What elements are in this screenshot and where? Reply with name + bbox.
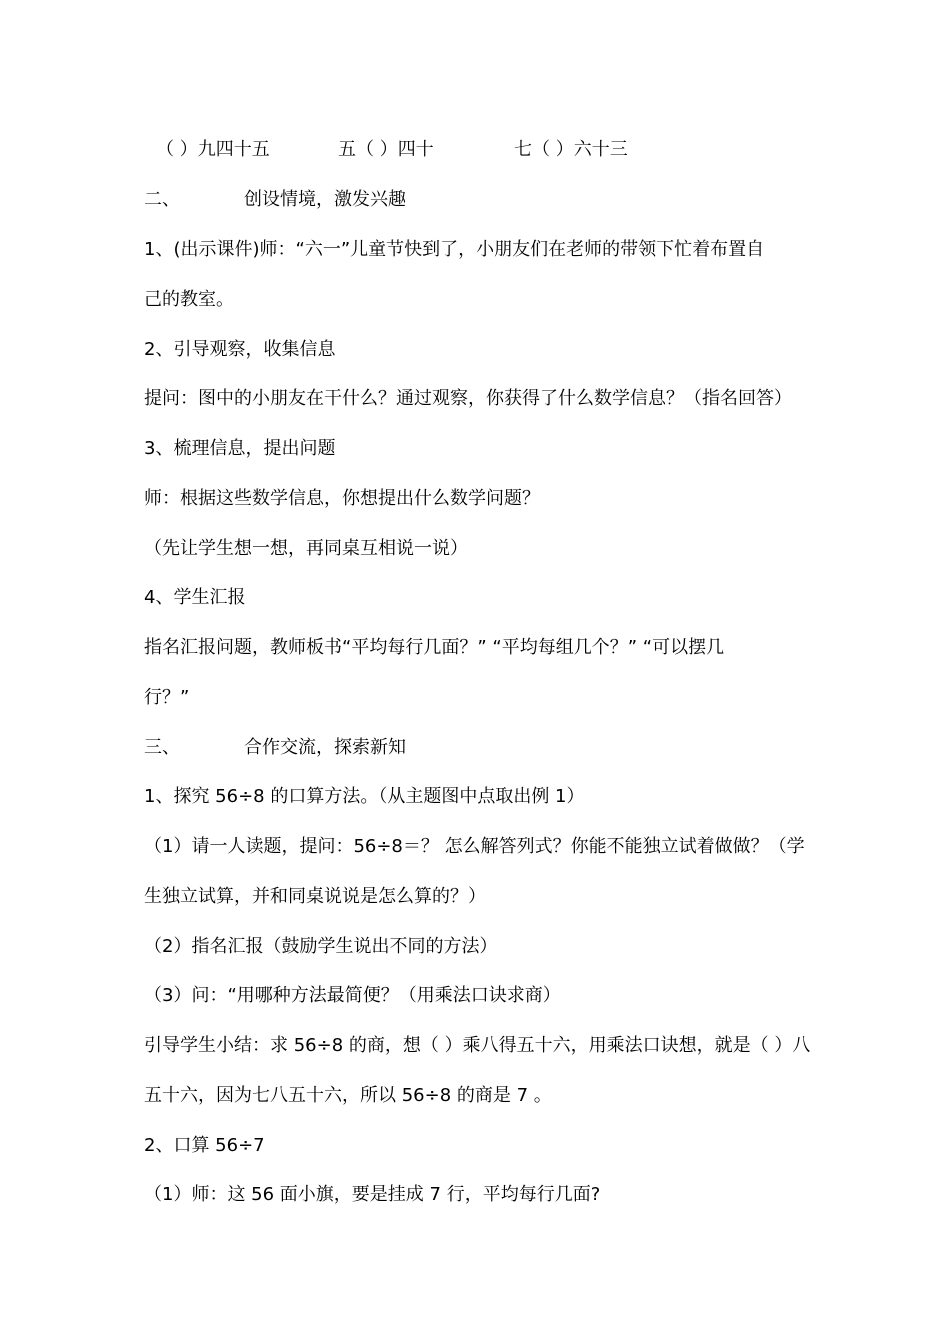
- section-title: 创设情境，激发兴趣: [244, 189, 406, 210]
- paragraph-1-line-1: 1、(出示课件)师：“六一”儿童节快到了，小朋友们在老师的带领下忙着布置自: [144, 239, 765, 260]
- paragraph-2: 2、引导观察，收集信息: [144, 339, 336, 360]
- paragraph-7: 4、学生汇报: [144, 587, 246, 608]
- paragraph-15: （1）师：这 56 面小旗，要是挂成 7 行，平均每行几面?: [144, 1184, 601, 1205]
- paragraph-6: （先让学生想一想，再同桌互相说一说）: [144, 538, 468, 559]
- paragraph-4: 3、梳理信息，提出问题: [144, 438, 336, 459]
- paragraph-9: 1、探究 56÷8 的口算方法。（从主题图中点取出例 1）: [144, 786, 585, 807]
- paragraph-13-line-2: 五十六，因为七八五十六，所以 56÷8 的商是 7 。: [144, 1085, 552, 1106]
- paragraph-3: 提问：图中的小朋友在干什么？通过观察，你获得了什么数学信息？（指名回答）: [144, 388, 792, 409]
- paragraph-5: 师：根据这些数学信息，你想提出什么数学问题？: [144, 488, 540, 509]
- paragraph-10-line-1: （1）请一人读题，提问：56÷8＝？ 怎么解答列式？你能不能独立试着做做？（学: [144, 836, 805, 857]
- section-title: 合作交流，探索新知: [244, 737, 406, 758]
- paragraph-1-line-2: 己的教室。: [144, 289, 234, 310]
- paragraph-10-line-2: 生独立试算，并和同桌说说是怎么算的？）: [144, 886, 486, 907]
- blank-item-2: 五（ ）四十: [338, 139, 434, 160]
- blank-item-3: 七（ ）六十三: [514, 139, 628, 160]
- paragraph-12: （3）问：“用哪种方法最简便？（用乘法口诀求商）: [144, 985, 561, 1006]
- paragraph-8-line-1: 指名汇报问题，教师板书“平均每行几面？” “平均每组几个？” “可以摆几: [144, 637, 725, 658]
- section-number: 三、: [144, 737, 180, 758]
- blank-item-1: （ ）九四十五: [156, 139, 270, 160]
- paragraph-14: 2、口算 56÷7: [144, 1135, 265, 1156]
- paragraph-13-line-1: 引导学生小结：求 56÷8 的商，想（ ）乘八得五十六，用乘法口诀想，就是（ ）八: [144, 1035, 811, 1056]
- section-number: 二、: [144, 189, 180, 210]
- paragraph-11: （2）指名汇报（鼓励学生说出不同的方法）: [144, 936, 498, 957]
- paragraph-8-line-2: 行？”: [144, 687, 190, 708]
